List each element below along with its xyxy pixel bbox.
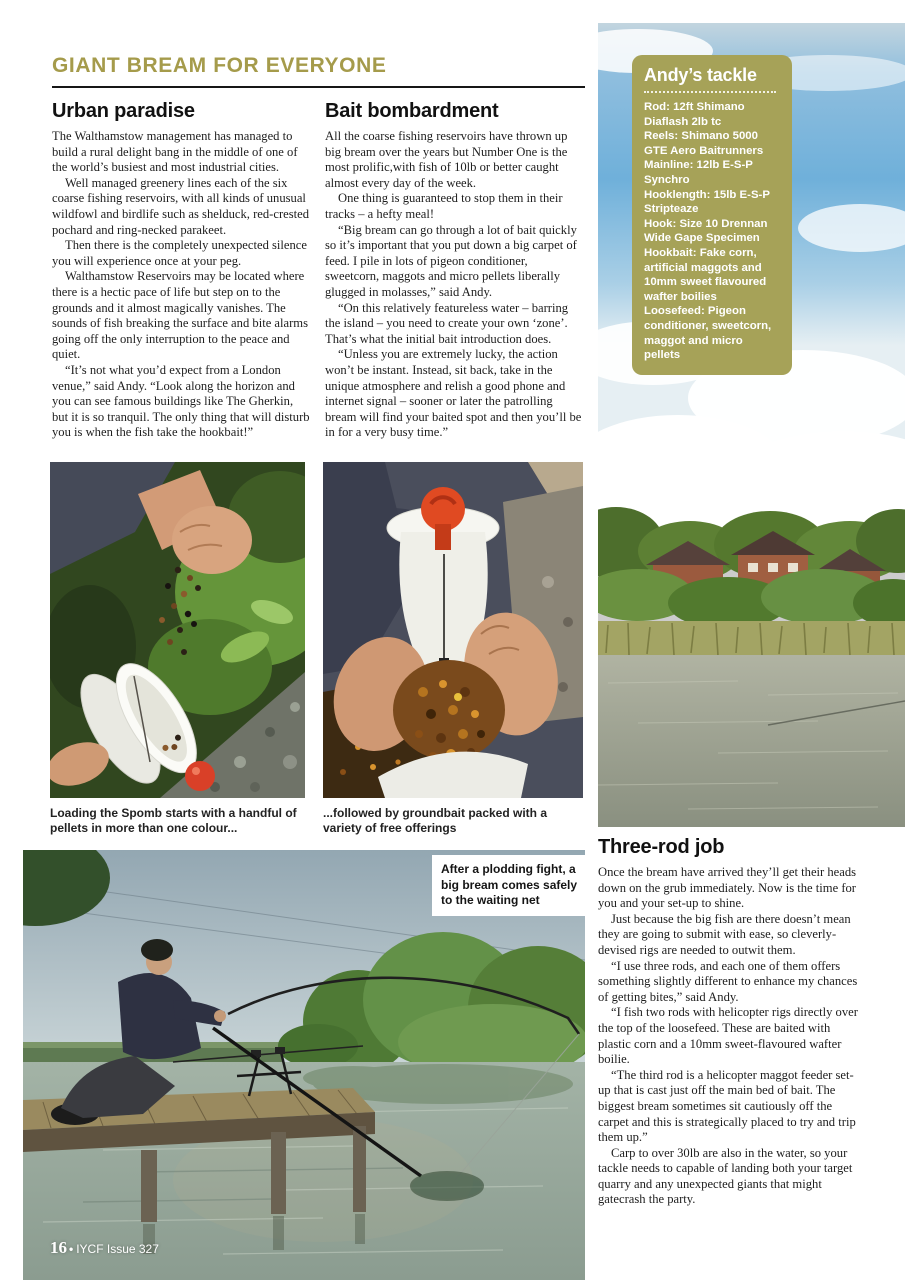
footer-bullet: • [69, 1242, 74, 1256]
paragraph: All the coarse fishing reservoirs have thrown up big bream over the years but Number One is the most prolific,with fish of 10lb or better caught almost every day of the week. [325, 129, 568, 190]
article-section-urban-paradise [52, 100, 310, 441]
header-divider [52, 86, 585, 88]
tackle-box-title: Andy’s tackle [644, 65, 757, 85]
paragraph: “Unless you are extremely lucky, the action won’t be instant. Instead, sit back, take in the unique atmosphere and relish a good phone and internet signal – sooner or later the patrolling bream will find your baited spot and then you’ll be in for a very busy time.” [325, 347, 582, 440]
paragraph: “Big bream can go through a lot of bait quickly so it’s important that you put down a big carpet of feed. I pile in lots of pigeon conditioner, sweetcorn, maggots and micro pellets liberally glugged in molasses,” said Andy. [325, 222, 577, 299]
paragraph: One thing is guaranteed to stop them in their tracks – a hefty meal! [325, 191, 563, 221]
tackle-item: Loosefeed: Pigeon conditioner, sweetcorn, maggot and micro pellets [644, 305, 772, 362]
tackle-item: Hookbait: Fake corn, artificial maggots and 10mm sweet flavoured wafter boilies [644, 246, 767, 303]
paragraph: Well managed greenery lines each of the six coarse fishing reservoirs, with all kinds of unusual wildfowl and birdlife such as shelduck, red-crested pochard and ring-necked parakeet. [52, 175, 310, 237]
tackle-item: Reels: Shimano 5000 GTE Aero Baitrunners [644, 130, 764, 157]
tackle-item: Rod: 12ft Shimano Diaflash 2lb tc [644, 101, 745, 128]
paragraph: “On this relatively featureless water – barring the island – you need to create your own ‘zone’. That’s what the initial bait introduction does. [325, 300, 569, 346]
photo-spomb-pellets [50, 462, 305, 798]
section-heading: Three-rod job [598, 836, 725, 858]
page-title: GIANT BREAM FOR EVERYONE [52, 54, 387, 77]
paragraph: Once the bream have arrived they’ll get their heads down on the grub immediately. Now is the time for you and your set-up to shine. [598, 865, 857, 911]
paragraph: The Walthamstow management has managed to build a rural delight bang in the middle of one of the world’s busiest and most industrial cities. [52, 129, 298, 175]
issue-label: IYCF Issue 327 [76, 1242, 159, 1256]
section-heading: Urban paradise [52, 100, 195, 122]
tackle-item: Mainline: 12lb E-S-P Synchro [644, 159, 753, 186]
article-section-bait-bombardment [325, 100, 583, 441]
paragraph: Just because the big fish are there doesn’t mean they are going to submit with ease, so cleverly-devised rigs are needed to outwit them. [598, 911, 851, 957]
paragraph: Then there is the completely unexpected silence you will experience once at your peg. [52, 238, 307, 268]
section-heading: Bait bombardment [325, 100, 499, 122]
photo-reservoir-view [598, 23, 905, 827]
caption-net-overlay: After a plodding fight, a big bream comes safely to the waiting net [432, 855, 585, 916]
paragraph: “It’s not what you’d expect from a London venue,” said Andy. “Look along the horizon and you can see famous buildings like The Gherkin, but it is so tranquil. The only thing that will disturb you is when the fish take the hookbait!” [52, 362, 310, 440]
article-section-three-rod-job [598, 836, 866, 1208]
groundbait-illustration [323, 462, 583, 798]
tackle-box [632, 55, 792, 375]
paragraph: “The third rod is a helicopter maggot feeder set-up that is cast just off the main bed of bait. The biggest bream sometimes sit cautiously off the carpet and this is strategically placed to try and trip them up.” [598, 1067, 856, 1145]
caption-groundbait: ...followed by groundbait packed with a variety of free offerings [323, 806, 548, 835]
caption-spomb-pellets: Loading the Spomb starts with a handful of pellets in more than one colour... [50, 806, 297, 835]
paragraph: Carp to over 30lb are also in the water, so your tackle needs to capable of landing both your target quarry and any unexpected giants that might gatecrash the party. [598, 1145, 853, 1207]
paragraph: Walthamstow Reservoirs may be located where there is a hectic pace of life but step on to the grounds and it almost magically vanishes. The sounds of fish breaking the surface and bite alarms going off the only interruption to the peace and quiet. [52, 269, 308, 362]
photo-angler-jetty [23, 850, 585, 1280]
dotted-divider [644, 88, 776, 93]
photo-groundbait [323, 462, 583, 798]
paragraph: “I use three rods, and each one of them offers something slightly different to enhance my chances of getting bites,” said Andy. [598, 958, 858, 1004]
spomb-pellets-illustration [50, 462, 305, 798]
page-number: 16 [50, 1238, 67, 1257]
paragraph: “I fish two rods with helicopter rigs directly over the top of the loosefeed. These are baited with plastic corn and a 10mm sweet-flavoured wafter boilie. [598, 1005, 858, 1067]
tackle-item: Hook: Size 10 Drennan Wide Gape Specimen [644, 217, 768, 245]
page-footer [50, 1238, 159, 1258]
tackle-item: Hooklength: 15lb E-S-P Stripteaze [644, 188, 770, 216]
